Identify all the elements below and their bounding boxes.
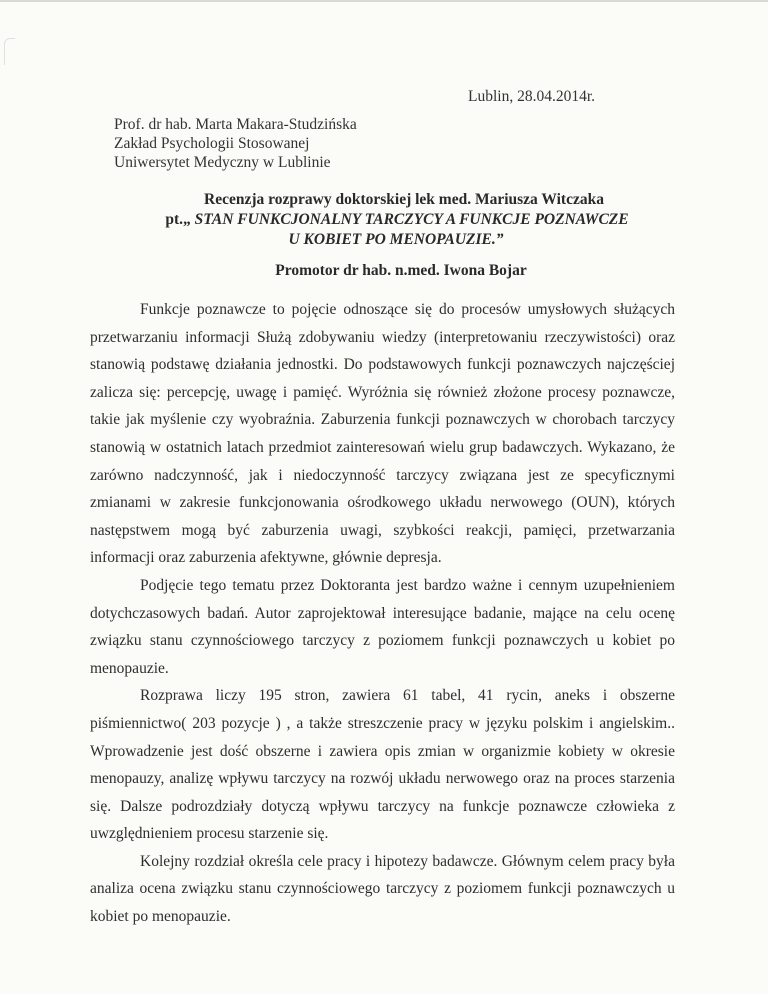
letter-date: Lublin, 28.04.2014r. <box>468 88 596 105</box>
sender-name: Prof. dr hab. Marta Makara-Studzińska <box>114 116 357 133</box>
scan-edge <box>0 0 768 2</box>
sender-block <box>114 115 357 172</box>
paragraph: Podjęcie tego tematu przez Doktoranta jest bardzo ważne i cennym uzupełnieniem dotychczasowych badań. Autor zaprojektował interesujące badanie, mające na celu ocenę związku stanu czynnościowego tarczycy z poziomem funkcji poznawczych u kobiet po menopauzie. <box>90 576 675 677</box>
paragraph: Funkcje poznawcze to pojęcie odnoszące się do procesów umysłowych służących przetwarzaniu informacji Służą zdobywaniu wiedzy (interpretowaniu rzeczywistości) oraz stanowią podstawę działania jednostki. Do podstawowych funkcji poznawczych najczęściej zalicza się: percepcję, uwagę i pamięć. Wyróżnia się również złożone procesy poznawcze, takie jak myślenie czy wyobraźnia. Zaburzenia funkcji poznawczych w chorobach tarczycy stanowią w ostatnich latach przedmiot zainteresowań wielu grup badawczych. Wykazano, że zarówno nadczynność, jak i niedoczynność tarczycy związana jest ze specyficznymi zmianami w zakresie funkcjonowania ośrodkowego układu nerwowego (OUN), których następstwem mogą być zaburzenia uwagi, szybkości reakcji, pamięci, przetwarzania informacji oraz zaburzenia afektywne, głównie depresja. <box>90 301 675 567</box>
title-line-3 <box>0 230 768 250</box>
promotor-line: Promotor dr hab. n.med. Iwona Bojar <box>275 262 527 279</box>
scan-artifact <box>4 38 15 65</box>
thesis-title-part-1: STAN FUNKCJONALNY TARCZYCY A FUNKCJE POZNAWCZE <box>194 211 629 228</box>
review-body <box>90 296 675 931</box>
thesis-title-part-2: U KOBIET PO MENOPAUZIE.” <box>288 231 504 248</box>
paragraph: Rozprawa liczy 195 stron, zawiera 61 tabel, 41 rycin, aneks i obszerne piśmiennictwo( 203 pozycje ) , a także streszczenie pracy w języku polskim i angielskim.. Wprowadzenie jest dość obszerne i zawiera opis zmian w organizmie kobiety w okresie menopauzy, analizę wpływu tarczycy na rozwój układu nerwowego oraz na proces starzenia się. Dalsze podrozdziały dotyczą wpływu tarczycy na funkcje poznawcze człowieka z uwzględnieniem procesu starzenie się. <box>90 687 675 843</box>
sender-university: Uniwersytet Medyczny w Lublinie <box>114 154 331 171</box>
paragraph: Kolejny rozdział określa cele pracy i hipotezy badawcze. Głównym celem pracy była analiza ocena związku stanu czynnościowego tarczycy z poziomem funkcji poznawczych u kobiet po menopauzie. <box>90 852 675 926</box>
title-prefix: pt.„ <box>165 211 191 228</box>
title-line-2 <box>0 210 768 230</box>
review-title <box>0 190 768 250</box>
title-line-1: Recenzja rozprawy doktorskiej lek med. Mariusza Witczaka <box>204 191 604 208</box>
sender-department: Zakład Psychologii Stosowanej <box>114 135 310 152</box>
